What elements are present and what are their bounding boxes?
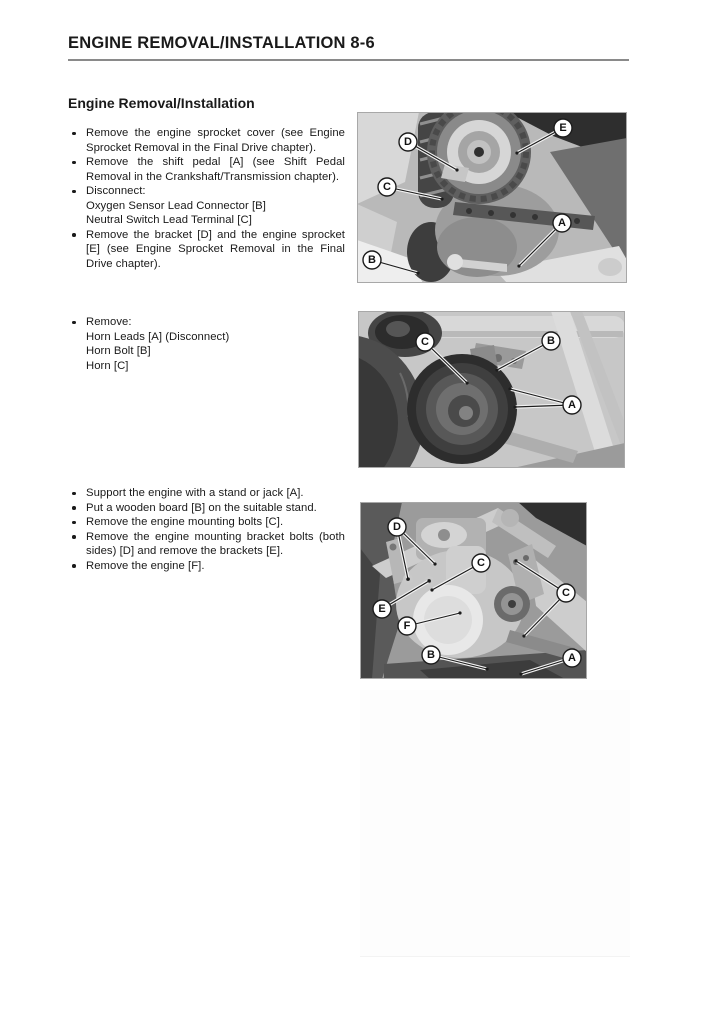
section-title: Engine Removal/Installation xyxy=(68,95,255,111)
callout-target-dot xyxy=(508,387,511,390)
instruction-group-sprocket xyxy=(68,126,345,271)
callout-letter-E: E xyxy=(378,603,386,615)
bullet-dot xyxy=(68,228,86,272)
instruction-text: Disconnect: Oxygen Sensor Lead Connector [B] Neutral Switch Lead Terminal [C] xyxy=(86,185,266,227)
instruction-item xyxy=(68,155,345,184)
instruction-item xyxy=(68,559,345,574)
callout-target-dot xyxy=(522,634,525,637)
instruction-item xyxy=(68,530,345,559)
instruction-text: Support the engine with a stand or jack [A]. xyxy=(86,487,304,499)
callout-target-dot xyxy=(515,151,518,154)
page-header-title: ENGINE REMOVAL/INSTALLATION 8-6 xyxy=(68,34,375,52)
callout-target-dot xyxy=(514,559,517,562)
instruction-group-horn xyxy=(68,315,345,373)
instruction-text: Remove the engine mounting bracket bolts (both sides) [D] and remove the brackets [E]. xyxy=(86,530,345,558)
bullet-dot xyxy=(68,155,86,184)
instruction-text: Put a wooden board [B] on the suitable stand. xyxy=(86,501,317,514)
bullet-dot xyxy=(68,315,86,373)
callout-target-dot xyxy=(513,405,516,408)
instruction-item xyxy=(68,515,345,530)
instruction-text: Remove: Horn Leads [A] (Disconnect) Horn Bolt [B] Horn [C] xyxy=(86,316,230,372)
instruction-text: Remove the engine [F]. xyxy=(86,559,205,572)
header-divider xyxy=(68,59,629,61)
instruction-item xyxy=(68,501,345,516)
callout-target-dot xyxy=(458,611,461,614)
bullet-dot xyxy=(68,184,86,228)
callout-target-dot xyxy=(517,264,520,267)
callout-letter-E: E xyxy=(559,122,567,134)
figure-horn-photo xyxy=(358,311,625,468)
callout-letter-F: F xyxy=(403,620,411,632)
scan-artifact xyxy=(360,690,630,957)
callout-letter-C: C xyxy=(383,181,391,193)
callout-target-dot xyxy=(519,672,522,675)
instruction-item xyxy=(68,184,345,228)
callout-target-dot xyxy=(430,588,433,591)
bullet-dot xyxy=(68,501,86,516)
callout-target-dot xyxy=(416,271,419,274)
bullet-dot xyxy=(68,126,86,155)
callout-target-dot xyxy=(495,368,498,371)
bullet-dot xyxy=(68,530,86,559)
instruction-text: Remove the engine mounting bolts [C]. xyxy=(86,516,284,529)
callout-letter-B: B xyxy=(368,254,376,266)
figure-engine-mounting-photo xyxy=(360,502,587,679)
figure-engine-sprocket-photo xyxy=(357,112,627,283)
bullet-dot xyxy=(68,515,86,530)
callout-letter-B: B xyxy=(547,335,555,347)
callout-letter-C: C xyxy=(421,336,429,348)
callout-letter-A: A xyxy=(558,217,566,229)
callout-letter-C: C xyxy=(477,557,485,569)
callout-letter-A: A xyxy=(568,399,576,411)
bullet-dot xyxy=(68,486,86,501)
instruction-item xyxy=(68,486,345,501)
instruction-text: Remove the shift pedal [A] (see Shift Pedal Removal in the Crankshaft/Transmission chapter). xyxy=(86,156,345,183)
callout-target-dot xyxy=(427,579,430,582)
bullet-dot xyxy=(68,559,86,574)
instruction-text: Remove the engine sprocket cover (see Engine Sprocket Removal in the Final Drive chapter). xyxy=(86,127,345,154)
callout-letter-D: D xyxy=(393,521,401,533)
instruction-group-engine-mounts xyxy=(68,486,345,573)
callout-target-dot xyxy=(465,381,468,384)
instruction-text: Remove the bracket [D] and the engine sprocket [E] (see Engine Sprocket Removal in the Final Drive chapter). xyxy=(86,228,345,270)
callout-letter-D: D xyxy=(404,136,412,148)
instruction-item xyxy=(68,228,345,272)
engine-sprocket-photo-art xyxy=(357,112,627,283)
callout-target-dot xyxy=(406,577,409,580)
horn-photo-art xyxy=(358,311,625,468)
callout-target-dot xyxy=(485,667,488,670)
instruction-item xyxy=(68,315,345,373)
callout-letter-A: A xyxy=(568,652,576,664)
callout-target-dot xyxy=(455,168,458,171)
engine-mounting-photo-art xyxy=(360,502,587,679)
callout-letter-B: B xyxy=(427,649,435,661)
callout-target-dot xyxy=(433,562,436,565)
callout-letter-C: C xyxy=(562,587,570,599)
instruction-item xyxy=(68,126,345,155)
callout-target-dot xyxy=(440,197,443,200)
